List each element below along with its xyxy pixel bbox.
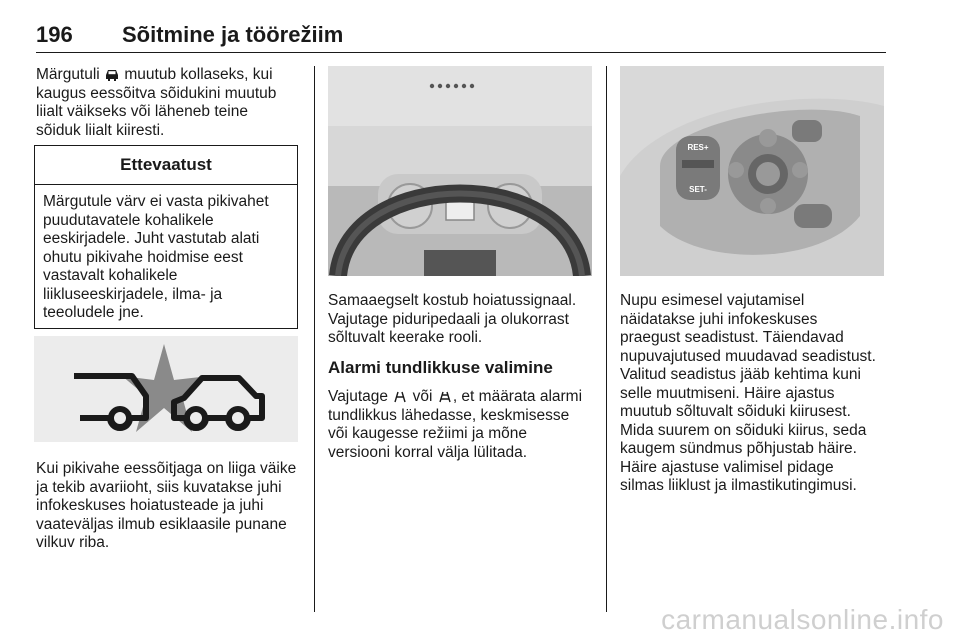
collision-cars-icon xyxy=(34,336,298,442)
sensitivity-heading: Alarmi tundlikkuse valimine xyxy=(328,358,553,377)
wheel-buttons-illustration xyxy=(620,66,884,276)
res-plus-label: RES+ xyxy=(687,143,709,152)
page-header xyxy=(36,22,886,53)
page-number: 196 xyxy=(36,22,73,47)
set-minus-label: SET- xyxy=(689,185,707,194)
caution-text: Märgutule värv ei vasta pikivahet puudutavatele kohalikele eeskirjadele. Juht vastutab alati ohutu pikivahe hoidmise eest vastavalt kohalikele liikluseeskirjadele, ilma- ja teeoludele jne. xyxy=(43,193,269,321)
column-divider-left xyxy=(314,66,315,612)
collision-illustration xyxy=(34,336,298,442)
caution-title: Ettevaatust xyxy=(35,146,297,185)
watermark: carmanualsonline.info xyxy=(661,604,944,635)
intro-paragraph: Märgutuli muutub kollaseks, kui kaugus eessõitva sõidukini muutub liialt väikseks või läheneb teine sõiduk liialt kiiresti. xyxy=(36,66,277,139)
column-divider-right xyxy=(606,66,607,612)
car-warning-icon xyxy=(104,68,120,82)
steering-wheel-dashboard-icon xyxy=(328,66,592,276)
caution-box xyxy=(34,145,298,329)
page-title: Sõitmine ja töörežiim xyxy=(122,22,344,47)
gap-decrease-icon xyxy=(437,390,453,404)
sensitivity-paragraph: Vajutage või , et määrata alarmi tundlikkus lähedasse, keskmisesse või kaugesse režiimi ja mõne versiooni korral välja lülitada. xyxy=(328,388,583,461)
body-paragraph: Kui pikivahe eessõitjaga on liiga väike ja tekib avariioht, siis kuvatakse juhi infokeskuses hoiatusteade ja juhi vaateväljas ilmub esiklaasile punane vilkuv riba. xyxy=(36,460,297,551)
button-behavior-paragraph: Nupu esimesel vajutamisel näidatakse juhi infokeskuses praegust seadistust. Täiendavad nupuvajutused muudavad seadistust. Valitud seadistus jääb kehtima kuni selle muutmiseni. Häire ajastus muutub sõltuvalt sõiduki kiirusest. Mida suurem on sõiduki kiirus, seda kaugem sündmus põhjustab häire. Häire ajastuse valimisel pidage silmas liiklust ja ilmastikutingimusi. xyxy=(620,292,876,494)
steering-controls-icon xyxy=(620,66,884,276)
signal-paragraph: Samaaegselt kostub hoiatussignaal. Vajutage piduripedaali ja olukorrast sõltuvalt keerake rooli. xyxy=(328,292,577,346)
gap-increase-icon xyxy=(392,390,408,404)
dashboard-illustration xyxy=(328,66,592,276)
